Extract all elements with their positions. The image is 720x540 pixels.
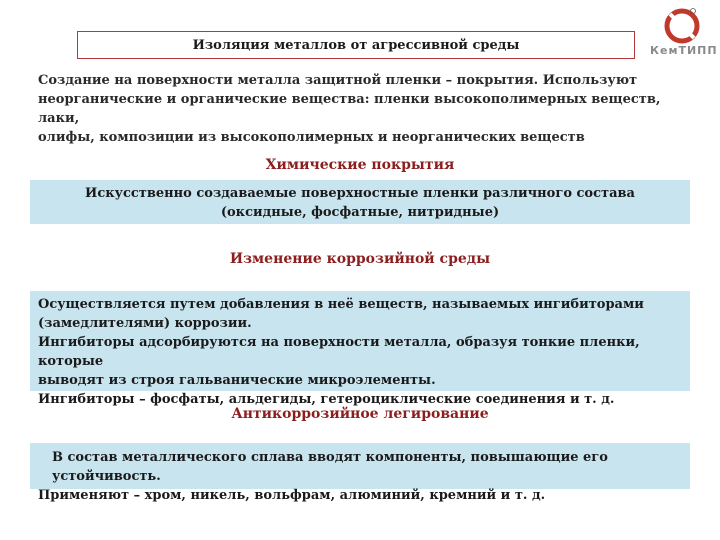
panel-line: В состав металлического сплава вводят компоненты, повышающие его устойчивость. [52,450,608,484]
panel-line: (оксидные, фосфатные, нитридные) [220,205,500,220]
heading-anticorrosion-alloying: Антикоррозийное легирование [231,406,489,422]
page-title-box [77,31,635,59]
panel-line: Осуществляется путем добавления в неё веществ, называемых ингибиторами [38,297,644,312]
panel-line: Применяют – хром, никель, вольфрам, алюминий, кремний и т. д. [38,488,546,503]
intro-line: неорганические и органические вещества: пленки высокополимерных веществ, лаки, [38,92,661,126]
intro-line: олифы, композиции из высокополимерных и неорганических веществ [38,130,585,145]
panel-chemical-coatings [30,180,690,224]
heading-chemical-coatings: Химические покрытия [265,157,455,173]
panel-corrosion-environment [30,291,690,407]
panel-line: Искусственно создаваемые поверхностные пленки различного состава [85,186,635,201]
intro-line: Создание на поверхности металла защитной пленки – покрытия. Используют [38,73,638,88]
panel-anticorrosion-alloying [30,443,690,503]
panel-line: (замедлителями) коррозии. [38,316,252,331]
intro-text [38,71,688,147]
heading-corrosion-environment: Изменение коррозийной среды [229,251,491,267]
panel-line: Ингибиторы адсорбируются на поверхности металла, образуя тонкие пленки, которые [38,335,640,369]
page-title: Изоляция металлов от агрессивной среды [192,37,520,53]
panel-line: выводят из строя гальванические микроэлементы. [38,373,436,388]
logo-text: КемТИПП [650,44,718,57]
panel-line: Ингибиторы – фосфаты, альдегиды, гетероциклические соединения и т. д. [38,392,615,407]
